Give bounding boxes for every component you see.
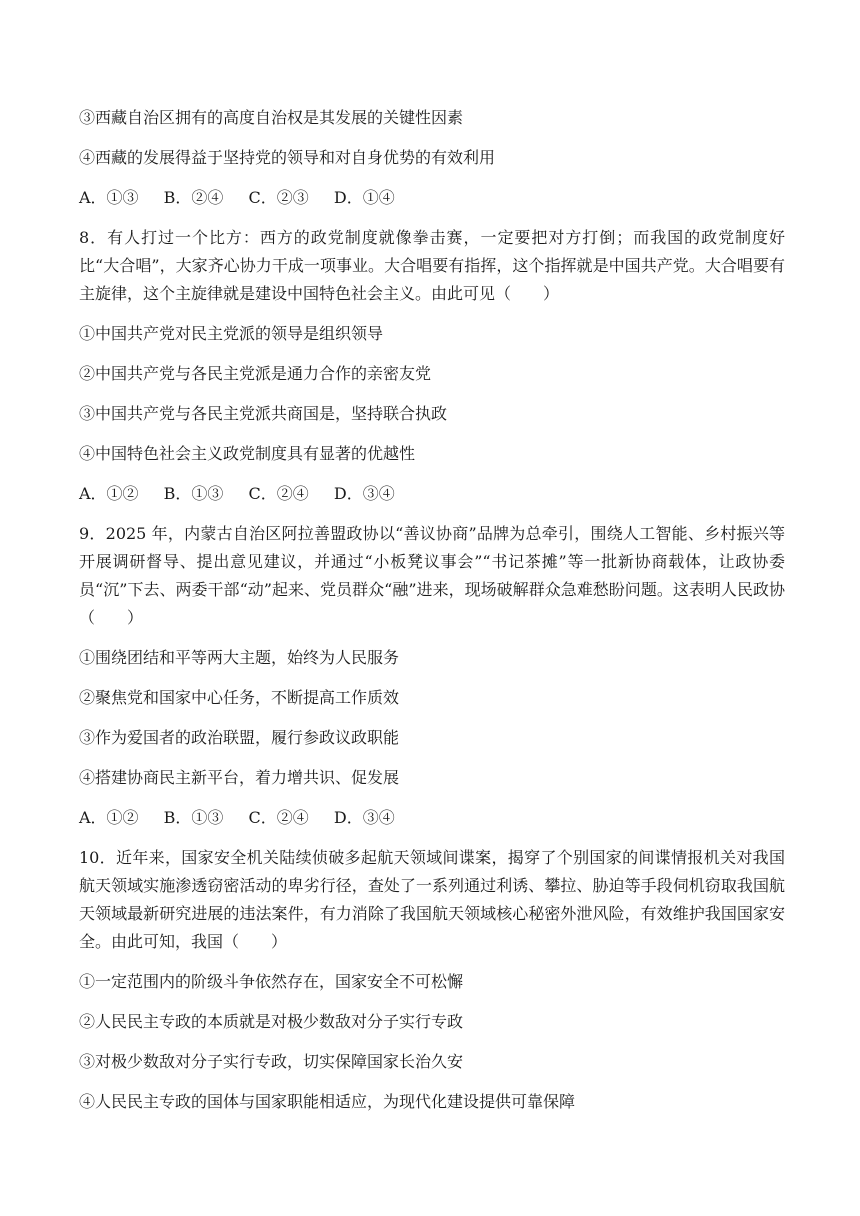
q9-item-1: ①围绕团结和平等两大主题，始终为人民服务 [79, 648, 400, 667]
q10-item-1: ①一定范围内的阶级斗争依然存在，国家安全不可松懈 [79, 972, 464, 991]
q10-stem: 10．近年来，国家安全机关陆续侦破多起航天领域间谍案，揭穿了个别国家的间谍情报机关对我国航天领域实施渗透窃密活动的卑劣行径，查处了一系列通过利诱、攀拉、胁迫等手段伺机窃取我国航天领域最新研究进展的违法案件，有力消除了我国航天领域核心秘密外泄风险，有效维护我国国家安全。由此可知，我国（ ） [79, 848, 785, 951]
q7-options [79, 184, 785, 212]
q7-item-4: ④西藏的发展得益于坚持党的领导和对自身优势的有效利用 [79, 148, 496, 167]
q9-option-a: A．①② [79, 808, 139, 827]
q9-item-4: ④搭建协商民主新平台，着力增共识、促发展 [79, 768, 400, 787]
q8-item-1: ①中国共产党对民主党派的领导是组织领导 [79, 324, 384, 343]
q7-option-d: D．①④ [333, 188, 395, 207]
q8-stem: 8．有人打过一个比方：西方的政党制度就像拳击赛，一定要把对方打倒；而我国的政党制度好比“大合唱”，大家齐心协力干成一项事业。大合唱要有指挥，这个指挥就是中国共产党。大合唱要有主旋律，这个主旋律就是建设中国特色社会主义。由此可见（ ） [79, 228, 785, 303]
q7-item-3: ③西藏自治区拥有的高度自治权是其发展的关键性因素 [79, 108, 464, 127]
q9-option-b: B．①③ [163, 808, 224, 827]
q8-option-c: C．②④ [248, 484, 309, 503]
q9-item-3: ③作为爱国者的政治联盟，履行参政议政职能 [79, 728, 400, 747]
q8-option-d: D．③④ [333, 484, 395, 503]
q8-item-4: ④中国特色社会主义政党制度具有显著的优越性 [79, 444, 416, 463]
q8-item-2: ②中国共产党与各民主党派是通力合作的亲密友党 [79, 364, 432, 383]
q7-option-a: A．①③ [79, 188, 139, 207]
q10-item-2: ②人民民主专政的本质就是对极少数敌对分子实行专政 [79, 1012, 464, 1031]
q9-option-c: C．②④ [248, 808, 309, 827]
q8-option-b: B．①③ [163, 484, 224, 503]
q9-option-d: D．③④ [333, 808, 395, 827]
q9-options [79, 804, 785, 832]
q8-item-3: ③中国共产党与各民主党派共商国是，坚持联合执政 [79, 404, 448, 423]
q9-stem: 9．2025 年，内蒙古自治区阿拉善盟政协以“善议协商”品牌为总牵引，围绕人工智能、乡村振兴等开展调研督导、提出意见建议，并通过“小板凳议事会”“书记茶摊”等一批新协商载体，让政协委员“沉”下去、两委干部“动”起来、党员群众“融”进来，现场破解群众急难愁盼问题。这表明人民政协（ ） [79, 524, 785, 627]
q7-option-c: C．②③ [248, 188, 309, 207]
q8-option-a: A．①② [79, 484, 139, 503]
q7-option-b: B．②④ [163, 188, 224, 207]
q10-item-3: ③对极少数敌对分子实行专政，切实保障国家长治久安 [79, 1052, 464, 1071]
q10-item-4: ④人民民主专政的国体与国家职能相适应，为现代化建设提供可靠保障 [79, 1092, 576, 1111]
exam-page [79, 104, 785, 1128]
q9-item-2: ②聚焦党和国家中心任务，不断提高工作质效 [79, 688, 400, 707]
q8-options [79, 480, 785, 508]
